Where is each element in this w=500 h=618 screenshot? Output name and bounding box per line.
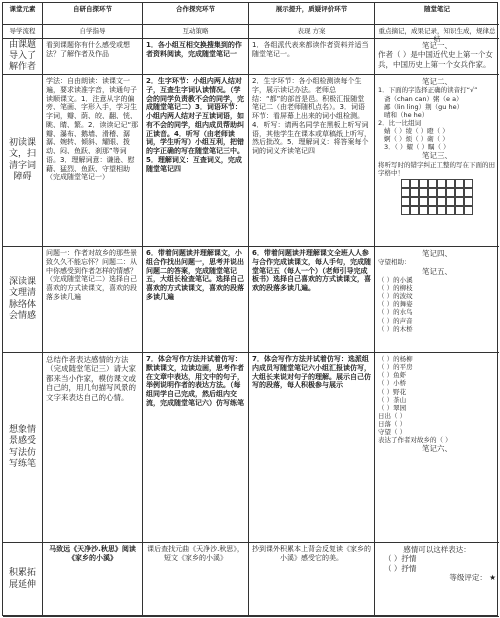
row-deep-self-study: 问题一：作者对故乡的那些景致久久不能忘怀？问题二：从中你感受到作者怎样的情感？（完成随堂笔记二）选择自己喜欢的方式读课文，喜欢的段落多读几遍 [43,247,143,353]
row-writing-show: 7．体会写作方法并试着仿写：选派组内成员写随堂笔记六小组汇报读仿写，大组长来说对句子的理解。展示自己仿写的段落，每人积极参与展示 [249,353,375,543]
row-intro-coop: 1．各小组互相交换搜集到的作者资料阅读，完成随堂笔记一 [143,39,249,75]
header-col1-title: 自研自探环节 [43,3,143,25]
row-writing-self-study: 总结作者表达感情的方法（完成随堂笔记三）请大家都来当小作家，模仿课文或自己的，用几句描写风景的文字来表达自己的心情。 [43,353,143,543]
notes-line: 日落（ ） [378,420,407,428]
notes-line: 1．下面的字选择正确的读音打“√” [378,86,478,95]
row-reading-notes [375,75,499,247]
row-extension-notes [375,543,499,617]
notes-line: （ ）的木桥 [378,324,413,333]
notes-line: 笔记二、 [422,77,452,86]
notes-line: （ ）抒情 [384,554,417,564]
notes-line: 守望（ ） [378,428,407,437]
notes-line: 婀（ ）烦（ ）砌（ ） [384,135,449,144]
row-writing-notes [375,353,499,543]
notes-line: 日出（ ） [378,411,407,420]
header-col1-sub: 自学指导 [43,25,143,39]
notes-line: （ ）的柳枝 [378,284,413,292]
row-label-intro: 由课题导入了解作者 [3,39,43,75]
notes-line: 笔记五、 [422,266,452,276]
notes-line: （ ）野花 [378,387,407,396]
row-writing-coop: 7．体会写作方法并试着仿写：默读课文，边读边画，思考作者在文章中表达，用文中的句子，举例说明作者的表达方法。（每组同学自己完成，然后组内交流，完成随堂笔记六）仿写练笔 [143,353,249,543]
row-deep-show: 6．带着问题读并理解课文全班人人参与合作完成读课文，每人手句，完成随堂笔记五（每人一个）（老师引导完成板书）选择自己喜欢的方式读课文，喜欢的段落多读几遍。 [249,247,375,353]
notes-line: 笔记一、 [422,41,452,50]
notes-line: 3．（ ）耀（ ）瞩（ ） [384,143,450,152]
row-reading-self-study: 学法：自由朗读：读课文一遍，要求读准字音，读通句子读顺课文。1．注意从字的偏旁、笔画、字形入手，学习生字词，瓣、荫、皎、翻、恍、眺、睛、繁。2．读读记记“那瓣、瀑布、鹅墙、滑稽、潺潺、婉转、倾斜、耀眼、拨动、闷、鱼跃、刹那”等词语。3．理解词意：谦逊、慰藉、猛烈、鱼跃、守望相助（完成随堂笔记一） [43,75,143,247]
notes-line: 2．比一比组词 [378,118,422,127]
notes-line: 守望相助： [378,258,411,267]
header-col4-sub: 重点摘记，成果记录，知识生成，规律总结 [375,25,499,39]
notes-line: （ ）的平房 [378,363,413,372]
notes-line: （ ）的杨柳 [378,355,413,363]
notes-line: （ ）的声音 [378,316,413,325]
row-extension-self-study: 马致远《天净沙.秋思》阅读《家乡的小溪》 [43,543,143,617]
notes-line: 作者（ ）是中国近代史上第一个女兵，中国历史上第一个女兵作家。 [378,50,493,69]
header-col2-title: 合作探究环节 [143,3,249,25]
row-reading-show: 2．生字环节：各小组检测读每个生字，展示读记办法。老师总结：“都”的部首是邑。积极汇报随堂笔记二（由老师随机点名）。3．词语环节：看屏幕上出来的词小组检测。4．听写：请两名同学在黑板上听写词语，其他学生在课本或草稿纸上听写，然后批改。5．理解词义：将答案每个词的词义齐读笔记四 [249,75,375,247]
notes-line: 感情可以这样表达： [403,545,471,554]
header-col3-sub: 表现 方案 [249,25,375,39]
notes-line: 笔记四、 [422,249,452,258]
notes-line: （ ）翠园 [378,403,407,412]
notes-line: 笔记六、 [422,444,452,454]
notes-line: （ ）茶山 [378,395,407,404]
row-extension-show: 抄到课外积累本上背会反复读《家乡的小溪》感受它的美。 [249,543,375,617]
notes-line: 鄙（lin ling）荆（gu he） [384,102,464,111]
notes-line: （ ）抒情 [384,563,417,573]
notes-line: 表达了作者对故乡的（ ） [378,436,452,445]
tianzige-grid [401,179,473,215]
row-label-deep-reading: 深读课文理清脉络体会情感 [3,247,43,353]
row-intro-notes [375,39,499,75]
notes-line: （ ）的舞姿 [378,300,413,309]
row-reading-coop: 2．生字环节：小组内两人结对子，互查生字词认读情况。（学会的同学负责教不会的同学，完成随堂笔记二）3．词语环节：小组内两人结对子互读词语，如有不会的同学，组内成员帮助纠正读音。4．听写（由老师读词，学生听写）小组互利，把错的字正确的写在随堂笔记三中。5．理解词义：互查词义，完成随堂笔记四 [143,75,249,247]
header-flow-label: 导学流程 [3,25,43,39]
row-extension-coop: 课后查找元曲《天净沙.秋思》，短文《家乡的小溪》 [143,543,249,617]
row-intro-self-study: 看到课题你有什么感受或想法？了解作者及作品 [43,39,143,75]
notes-line: 斋（chan can）粥（e a） [384,94,463,103]
notes-line: 将听写时的错字纠正工整的写在下面的田字格中！ [378,160,495,177]
row-label-reading: 初读课文，扫清字词障碍 [3,75,43,247]
notes-line: 等级评定： ★ [449,573,496,583]
header-lesson-label: 课堂元素 [9,5,36,13]
header-col3-title: 展示提升，质疑评价环节 [249,3,375,25]
notes-line: （ ）的波纹 [378,292,413,301]
notes-line: 蜻（ ）绫（ ）瞪（ ） [384,127,449,135]
notes-line: （ ）的水鸟 [378,308,413,317]
lesson-plan-table [2,2,498,616]
header-lesson-cell [3,3,43,25]
row-deep-coop: 6．带着问题读并理解课文，小组合作找出问题一，思考并说出问题二的答案，完成随堂笔记五，大组长检查笔记。选择自己喜欢的方式读课文，喜欢的段落多读几遍 [143,247,249,353]
notes-line: 晴和（he he） [384,110,429,119]
row-label-writing: 想象情景感受写法仿写练笔 [3,353,43,543]
notes-line: 笔记三、 [422,151,452,161]
notes-line: （ ）鱼虾 [378,371,407,380]
row-label-extension: 积累拓展延伸 [3,543,43,617]
notes-line: （ ）的小溪 [378,275,413,284]
header-col2-sub: 互动策略 [143,25,249,39]
row-intro-show: 1．各组派代表来都读作者资料并适当随堂笔记一。 [249,39,375,75]
row-deep-notes [375,247,499,353]
notes-line: （ ）小桥 [378,379,407,388]
header-col4-title: 随堂笔记 [375,3,499,25]
